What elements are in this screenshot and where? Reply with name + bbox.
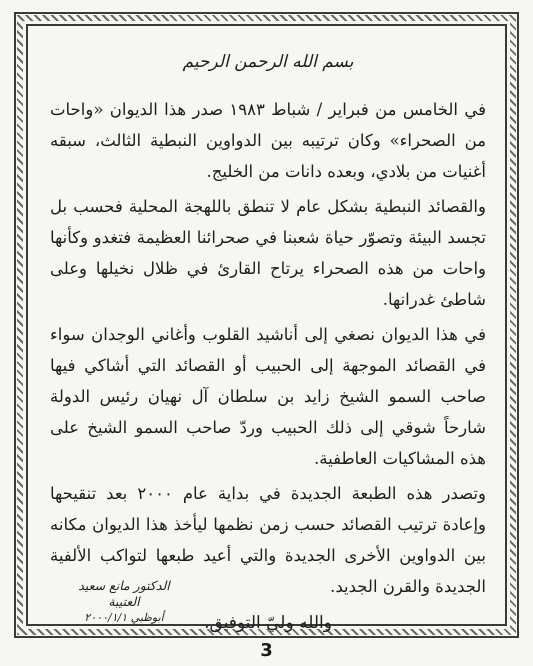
paragraph-1: في الخامس من فبراير / شباط ١٩٨٣ صدر هذا الديوان «واحات من الصحراء» وكان ترتيبه بين الدواوين النبطية الثالث، سبقه أغنيات من بلادي، وبعده دانات من الخليج. [50, 100, 486, 181]
closing-line: والله وليّ التوفيق. [204, 613, 332, 633]
author-signature [64, 578, 184, 626]
paragraph-3: في هذا الديوان نصغي إلى أناشيد القلوب وأغاني الوجدان سواء في القصائد الموجهة إلى الحبيب أو القصائد التي أشاكي فيها صاحب السمو الشيخ زايد بن سلطان آل نهيان رئيس الدولة شارحاً شوقي إلى ذلك الحبيب وردّ صاحب السمو الشيخ على هذه المشاكيات العاطفية. [50, 325, 486, 468]
paragraph-4: وتصدر هذه الطبعة الجديدة في بداية عام ٢٠٠٠ بعد تنقيحها وإعادة ترتيب القصائد حسب زمن نظمها ليأخذ هذا الديوان مكانه بين الدواوين الأخرى الجديدة والتي أعيد طبعها لتواكب الألفية الجديدة والقرن الجديد. [50, 484, 486, 596]
basmala-heading: بسم الله الرحمن الرحيم [182, 52, 354, 72]
paragraph-2: والقصائد النبطية بشكل عام لا تنطق باللهجة المحلية فحسب بل تجسد البيئة وتصوّر حياة شعبنا في صحرائنا العظيمة فتغدو وكأنها واحات من هذه الصحراء يرتاح القارئ في ظلال نخيلها وعلى شاطئ غدرانها. [50, 197, 486, 309]
signature-name: الدكتور مانع سعيد العتيبة [78, 578, 170, 609]
signature-place-date: أبوظبي ٢٠٠٠/١/١ [84, 611, 164, 624]
page-number: 3 [260, 640, 273, 661]
